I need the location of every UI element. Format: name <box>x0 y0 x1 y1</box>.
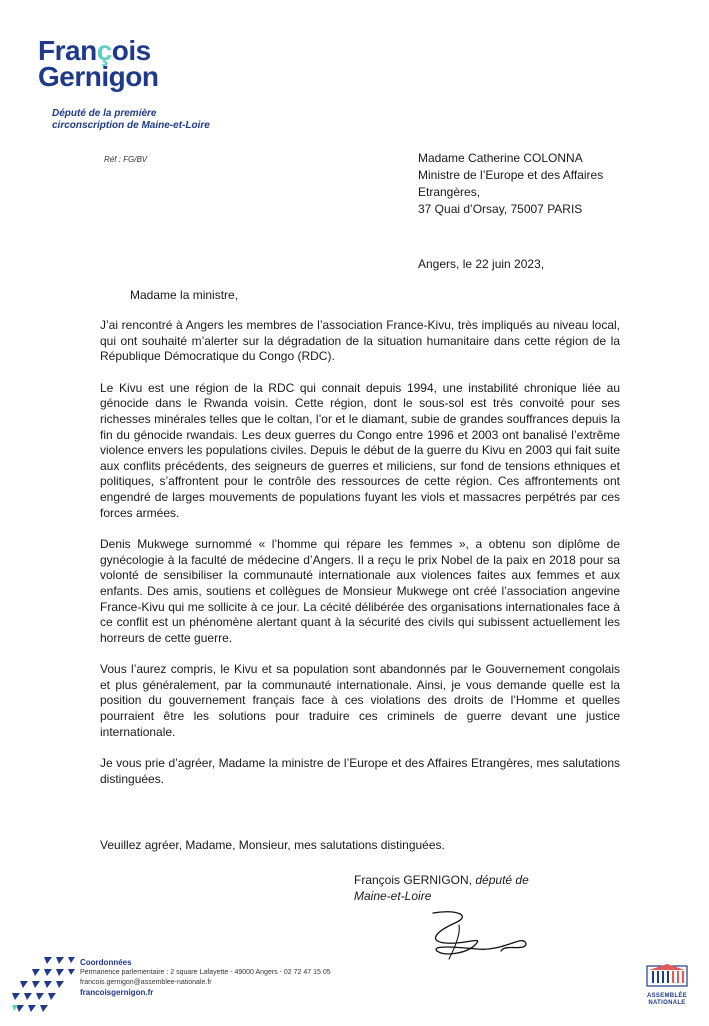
recipient-street: 37 Quai d’Orsay, 75007 PARIS <box>418 202 583 216</box>
footer-address: Permanence parlementaire : 2 square Lafayette - 49000 Angers - 02 72 47 15 05 <box>80 969 331 976</box>
letter-body <box>100 318 620 803</box>
paragraph: J’ai rencontré à Angers les membres de l’association France-Kivu, très impliqués au niveau local, qui ont souhaité m’alerter sur la dégradation de la situation humanitaire dans cette région de la République Démocratique du Congo (RDC). <box>100 318 620 364</box>
reference: Réf : FG/BV <box>104 155 148 164</box>
footer-title: Coordonnées <box>80 958 132 967</box>
footer-website[interactable]: francoisgernigon.fr <box>80 988 154 997</box>
paragraph: Je vous prie d’agréer, Madame la ministre de l’Europe et des Affaires Etrangères, mes salutations distinguées. <box>100 756 620 786</box>
signer-name: François GERNIGON, <box>354 873 473 887</box>
author-logo <box>38 35 159 92</box>
brand-drops-logo <box>8 955 76 1026</box>
footer-contact <box>80 958 331 998</box>
assembly-label-2: NATIONALE <box>648 1000 686 1006</box>
logo-first-name: François <box>38 35 151 66</box>
assemblee-building-icon <box>645 960 689 988</box>
handwritten-signature <box>415 905 535 970</box>
recipient-title: Ministre de l’Europe et des Affaires <box>418 168 604 182</box>
recipient-address <box>418 150 603 218</box>
logo-last-name: Gernigon <box>38 61 159 92</box>
signer-block <box>354 872 529 904</box>
recipient-name: Madame Catherine COLONNA <box>418 151 583 165</box>
closing: Veuillez agréer, Madame, Monsieur, mes salutations distinguées. <box>100 838 445 852</box>
letter-date: Angers, le 22 juin 2023, <box>418 257 545 271</box>
recipient-title-cont: Etrangères, <box>418 185 481 199</box>
assemblee-nationale-logo <box>637 960 697 1007</box>
signer-constituency: Maine-et-Loire <box>354 889 432 903</box>
author-subtitle: Député de la première circonscription de Maine-et-Loire <box>52 108 210 131</box>
paragraph: Vous l’aurez compris, le Kivu et sa population sont abandonnés par le Gouvernement congolais et plus généralement, par la communauté internationale. Ainsi, je vous demande quelle est la position du gouvernement français face à ces violations des droits de l’Homme et quelles pourraient être les solutions pour traduire ces criminels de guerre devant une justice internationale. <box>100 662 620 739</box>
logo-cedilla-accent: ç <box>96 35 112 66</box>
assembly-label-1: ASSEMBLÉE <box>646 993 688 999</box>
paragraph: Le Kivu est une région de la RDC qui connait depuis 1994, une instabilité chronique liée au génocide dans le Rwanda voisin. Cette région, dont le sous-sol est très convoité pour ses richesses minérales telles que le coltan, l’or et le diamant, subie de grandes souffrances depuis la fin du génocide rwandais. Les deux guerres du Congo entre 1996 et 2003 ont banalisé l’extrême violence envers les populations civiles. Depuis le début de la guerre du Kivu en 2003 qui fait suite aux conflits précédents, des seigneurs de guerres et miliciens, sur fond de tensions ethniques et politiques, s’affrontent pour le contrôle des ressources de cette région. Ces affrontements ont engendré de larges mouvements de populations fuyant les viols et massacres perpétrés par ces forces armées. <box>100 380 620 520</box>
salutation: Madame la ministre, <box>130 288 239 302</box>
signer-title: député de <box>475 873 529 887</box>
paragraph: Denis Mukwege surnommé « l’homme qui répare les femmes », a obtenu son diplôme de gynécologie à la faculté de médecine d’Angers. Il a reçu le prix Nobel de la paix en 2018 pour sa volonté de sensibiliser la communauté internationale aux violences faites aux femmes et aux enfants. Des amis, soutiens et collègues de Monsieur Mukwege ont créé l’association angevine France-Kivu qui me sollicite à ce jour. La cécité délibérée des organisations internationales face à ce conflit est un phénomène alertant quant à la sécurité des civils qui subissent actuellement les horreurs de cette guerre. <box>100 537 620 645</box>
footer-email[interactable]: francois.gernigon@assemblee-nationale.fr <box>80 979 212 986</box>
